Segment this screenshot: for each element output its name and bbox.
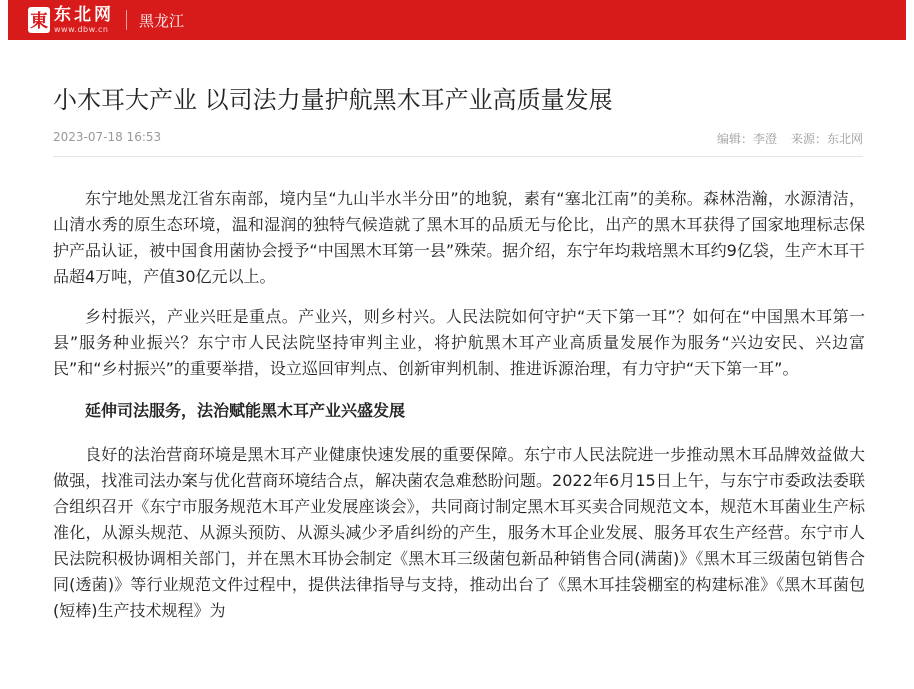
logo-url: www.dbw.cn bbox=[54, 25, 109, 34]
logo-mark-icon: 東 bbox=[28, 7, 50, 33]
meta-right bbox=[717, 130, 863, 147]
section-subheading: 延伸司法服务，法治赋能黑木耳产业兴盛发展 bbox=[85, 401, 406, 420]
logo-text bbox=[54, 6, 114, 34]
publish-date: 2023-07-18 16:53 bbox=[53, 130, 162, 144]
article-title: 小木耳大产业 以司法力量护航黑木耳产业高质量发展 bbox=[53, 86, 613, 114]
site-header-bar bbox=[8, 0, 906, 40]
source-label: 来源：东北网 bbox=[790, 132, 863, 146]
paragraph: 东宁地处黑龙江省东南部，境内呈“九山半水半分田”的地貌，素有“塞北江南”的美称。森林浩瀚，水源清洁，山清水秀的原生态环境，温和湿润的独特气候造就了黑木耳的品质无与伦比，出产的黑木耳获得了国家地理标志保护产品认证，被中国食用菌协会授予“中国黑木耳第一县”殊荣。据介绍，东宁年均栽培黑木耳约9亿袋，生产木耳干品超4万吨，产值30亿元以上。 bbox=[53, 189, 865, 286]
paragraph: 良好的法治营商环境是黑木耳产业健康快速发展的重要保障。东宁市人民法院进一步推动黑木耳品牌效益做大做强，找准司法办案与优化营商环境结合点，解决菌农急难愁盼问题。2022年6月15日上午，与东宁市委政法委联合组织召开《东宁市服务规范木耳产业发展座谈会》，共同商讨制定黑木耳买卖合同规范文本，规范木耳菌业生产标准化，从源头规范、从源头预防、从源头减少矛盾纠纷的产生，服务木耳企业发展、服务耳农生产经营。东宁市人民法院积极协调相关部门，并在黑木耳协会制定《黑木耳三级菌包新品种销售合同(满菌)》《黑木耳三级菌包销售合同(透菌)》等行业规范文件过程中，提供法律指导与支持，推动出台了《黑木耳挂袋棚室的构建标准》《黑木耳菌包(短棒)生产技术规程》为 bbox=[53, 445, 865, 620]
editor-label: 编辑：李澄 bbox=[716, 132, 777, 146]
article-meta bbox=[53, 128, 863, 157]
channel-link[interactable]: 黑龙江 bbox=[139, 11, 185, 30]
header-divider bbox=[126, 10, 127, 30]
article-body bbox=[53, 186, 865, 638]
site-logo[interactable] bbox=[28, 0, 114, 40]
paragraph: 乡村振兴，产业兴旺是重点。产业兴，则乡村兴。人民法院如何守护“天下第一耳”？如何在“中国黑木耳第一县”服务种业振兴？东宁市人民法院坚持审判主业，将护航黑木耳产业高质量发展作为服务“兴边安民、兴边富民”和“乡村振兴”的重要举措，设立巡回审判点、创新审判机制、推进诉源治理，有力守护“天下第一耳”。 bbox=[53, 307, 865, 378]
logo-name: 东北网 bbox=[54, 5, 114, 25]
